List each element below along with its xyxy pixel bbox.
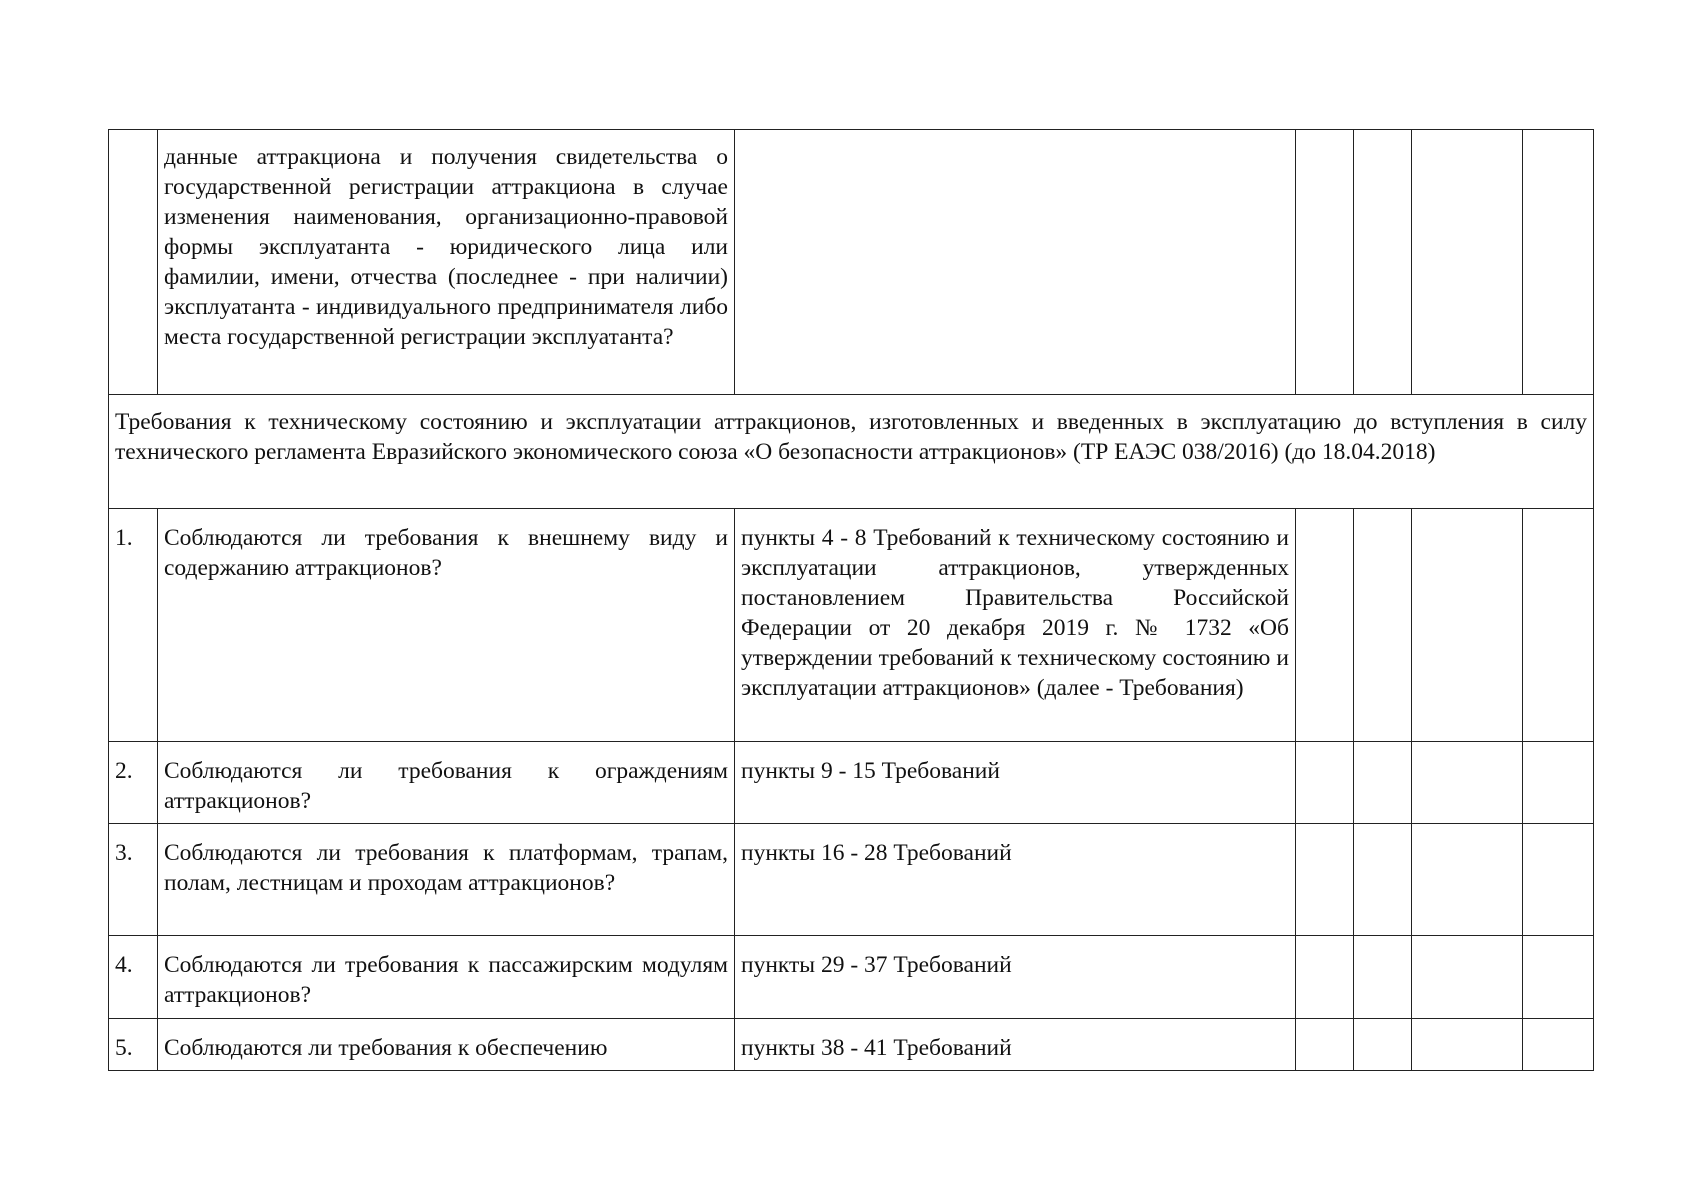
section-heading-row [109,395,1594,509]
reference-cell [735,130,1296,395]
reference-cell: пункты 4 - 8 Требований к техническому состоянию и эксплуатации аттракционов, утвержденных постановлением Правительства Российской Федерации от 20 декабря 2019 г. № 1732 «Об утверждении требований к техническому состоянию и эксплуатации аттракционов» (далее - Требования) [735,509,1296,742]
note-cell [1523,509,1594,742]
answer-not-applicable-cell [1412,1019,1523,1071]
answer-not-applicable-cell [1412,509,1523,742]
question-cell: Соблюдаются ли требования к платформам, трапам, полам, лестницам и проходам аттракционов? [158,824,735,936]
answer-not-applicable-cell [1412,130,1523,395]
answer-no-cell [1354,1019,1412,1071]
row-number: 5. [109,1019,158,1071]
answer-yes-cell [1296,1019,1354,1071]
answer-yes-cell [1296,130,1354,395]
table-row [109,1019,1594,1071]
note-cell [1523,742,1594,824]
table-row [109,742,1594,824]
question-cell: Соблюдаются ли требования к пассажирским модулям аттракционов? [158,936,735,1019]
answer-no-cell [1354,824,1412,936]
row-number: 4. [109,936,158,1019]
question-cell: Соблюдаются ли требования к внешнему виду и содержанию аттракционов? [158,509,735,742]
table-row-continuation [109,130,1594,395]
note-cell [1523,130,1594,395]
reference-cell: пункты 38 - 41 Требований [735,1019,1296,1071]
reference-cell: пункты 9 - 15 Требований [735,742,1296,824]
table-row [109,824,1594,936]
answer-yes-cell [1296,509,1354,742]
reference-cell: пункты 16 - 28 Требований [735,824,1296,936]
answer-yes-cell [1296,824,1354,936]
question-cell: данные аттракциона и получения свидетельства о государственной регистрации аттракциона в случае изменения наименования, организационно-правовой формы эксплуатанта - юридического лица или фамилии, имени, отчества (последнее - при наличии) эксплуатанта - индивидуального предпринимателя либо места государственной регистрации эксплуатанта? [158,130,735,395]
row-number: 3. [109,824,158,936]
section-title: Требования к техническому состоянию и эксплуатации аттракционов, изготовленных и введенных в эксплуатацию до вступления в силу технического регламента Евразийского экономического союза «О безопасности аттракционов» (ТР ЕАЭС 038/2016) (до 18.04.2018) [109,395,1594,509]
table-row [109,509,1594,742]
row-number: 1. [109,509,158,742]
answer-yes-cell [1296,936,1354,1019]
answer-not-applicable-cell [1412,936,1523,1019]
answer-no-cell [1354,936,1412,1019]
question-cell: Соблюдаются ли требования к обеспечению [158,1019,735,1071]
row-number: 2. [109,742,158,824]
answer-yes-cell [1296,742,1354,824]
answer-not-applicable-cell [1412,824,1523,936]
answer-not-applicable-cell [1412,742,1523,824]
note-cell [1523,824,1594,936]
reference-cell: пункты 29 - 37 Требований [735,936,1296,1019]
answer-no-cell [1354,509,1412,742]
checklist-table [108,129,1594,1071]
answer-no-cell [1354,742,1412,824]
note-cell [1523,936,1594,1019]
table-row [109,936,1594,1019]
question-cell: Соблюдаются ли требования к ограждениям аттракционов? [158,742,735,824]
answer-no-cell [1354,130,1412,395]
row-number [109,130,158,395]
document-page [108,129,1593,1071]
note-cell [1523,1019,1594,1071]
